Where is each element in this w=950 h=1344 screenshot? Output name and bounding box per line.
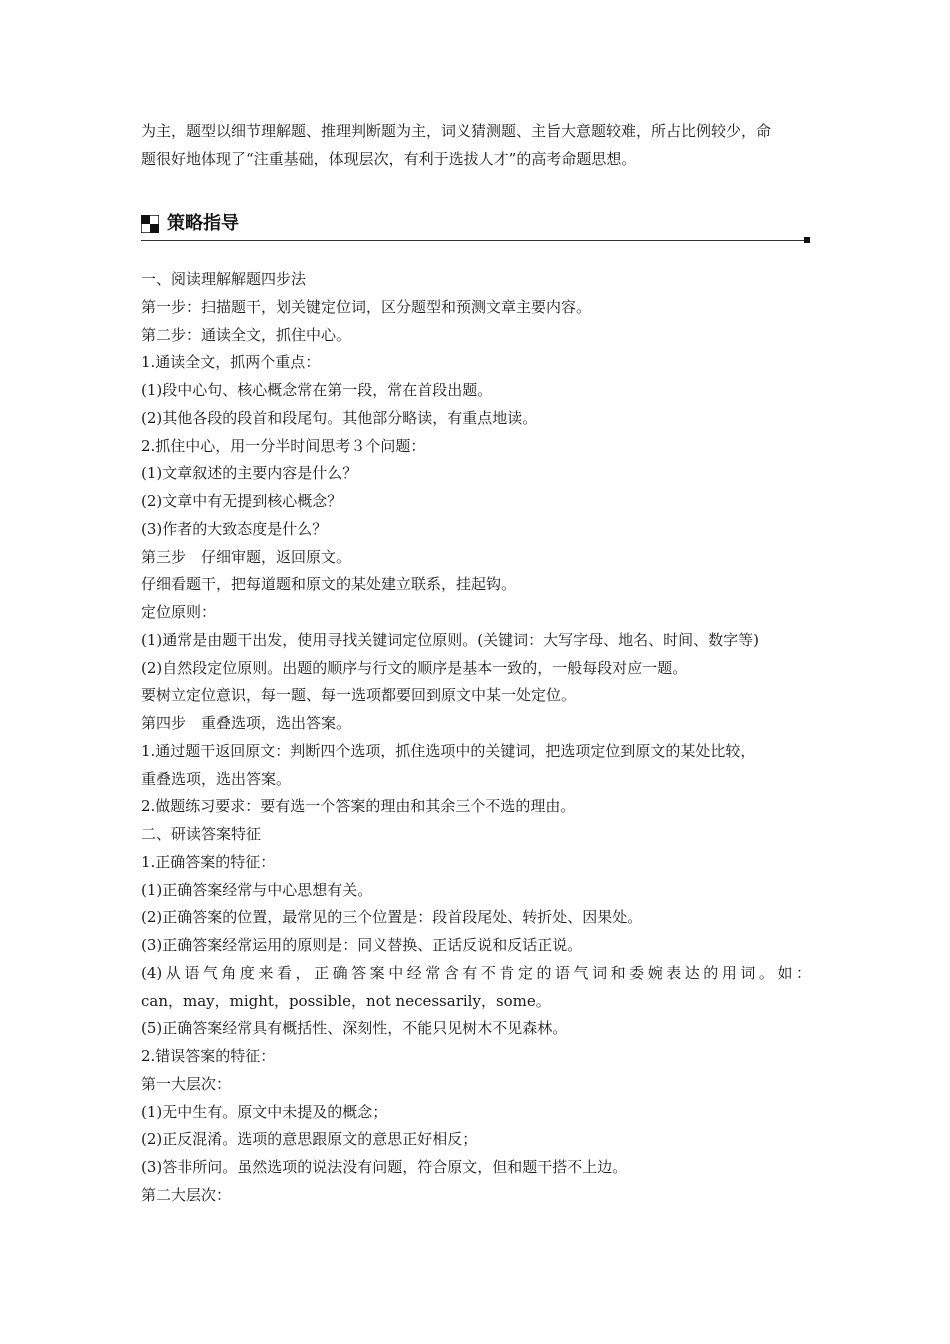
- body-line: 1.正确答案的特征：: [141, 852, 276, 871]
- body-line: (3)答非所问。虽然选项的说法没有问题，符合原文，但和题干搭不上边。: [141, 1158, 628, 1176]
- body-line: (1)文章叙述的主要内容是什么？: [141, 464, 358, 483]
- strategy-body: [141, 266, 821, 1210]
- body-line: 要树立定位意识，每一题、每一选项都要回到原文中某一处定位。: [141, 686, 577, 705]
- section-divider: [141, 240, 805, 241]
- body-line: (5)正确答案经常具有概括性、深刻性，不能只见树木不见森林。: [141, 1019, 568, 1038]
- body-line: (2)自然段定位原则。出题的顺序与行文的顺序是基本一致的，一般每段对应一题。: [141, 658, 688, 677]
- body-line: (1)无中生有。原文中未提及的概念；: [141, 1102, 388, 1121]
- body-line: 定位原则：: [141, 603, 217, 621]
- body-line: (2)正反混淆。选项的意思跟原文的意思正好相反；: [141, 1130, 478, 1149]
- body-line: 仔细看题干，把每道题和原文的某处建立联系，挂起钩。: [141, 575, 517, 594]
- body-line: can，may，might，possible，not necessarily，some。: [141, 991, 551, 1010]
- body-line: (1)通常是由题干出发，使用寻找关键词定位原则。(关键词：大写字母、地名、时间、数字等): [141, 630, 759, 649]
- body-line: 第四步 重叠选项，选出答案。: [141, 714, 352, 732]
- intro-line: 为主，题型以细节理解题、推理判断题为主，词义猜测题、主旨大意题较难，所占比例较少，命: [141, 122, 772, 140]
- section-divider-end-marker: [804, 237, 810, 243]
- body-line: (2)正确答案的位置，最常见的三个位置是：段首段尾处、转折处、因果处。: [141, 908, 643, 927]
- section-header: [141, 210, 811, 244]
- intro-line: 题很好地体现了“注重基础，体现层次，有利于选拔人才”的高考命题思想。: [141, 150, 637, 168]
- body-line: 第二大层次：: [141, 1185, 232, 1204]
- body-line: 第二步：通读全文，抓住中心。: [141, 325, 352, 344]
- body-line: (3)作者的大致态度是什么？: [141, 519, 328, 538]
- body-line: 第一大层次：: [141, 1074, 232, 1093]
- body-line: (1)正确答案经常与中心思想有关。: [141, 880, 373, 899]
- body-line: (3)正确答案经常运用的原则是：同义替换、正话反说和反话正说。: [141, 936, 583, 954]
- intro-paragraph: [141, 117, 811, 173]
- body-line: (4)从语气角度来看，正确答案中经常含有不肯定的语气词和委婉表达的用词。如：: [141, 963, 811, 982]
- body-line: (2)文章中有无提到核心概念？: [141, 492, 343, 510]
- section-checker-icon: [141, 215, 159, 233]
- body-line: 1.通过题干返回原文：判断四个选项，抓住选项中的关键词，把选项定位到原文的某处比较，: [141, 741, 756, 760]
- heading-line: 一、阅读理解解题四步法: [141, 270, 307, 288]
- body-line: 第三步 仔细审题，返回原文。: [141, 547, 352, 566]
- body-line: 重叠选项，选出答案。: [141, 769, 292, 788]
- body-line: 2.错误答案的特征：: [141, 1047, 276, 1065]
- body-line: (2)其他各段的段首和段尾句。其他部分略读，有重点地读。: [141, 408, 538, 427]
- body-line: (1)段中心句、核心概念常在第一段，常在首段出题。: [141, 381, 493, 399]
- body-line: 第一步：扫描题干，划关键定位词，区分题型和预测文章主要内容。: [141, 297, 592, 316]
- section-title: 策略指导: [167, 213, 239, 234]
- body-line: 1.通读全文，抓两个重点：: [141, 353, 321, 372]
- heading-line: 二、研读答案特征: [141, 825, 262, 843]
- body-line: 2.抓住中心，用一分半时间思考３个问题：: [141, 436, 426, 455]
- body-line: 2.做题练习要求：要有选一个答案的理由和其余三个不选的理由。: [141, 797, 576, 816]
